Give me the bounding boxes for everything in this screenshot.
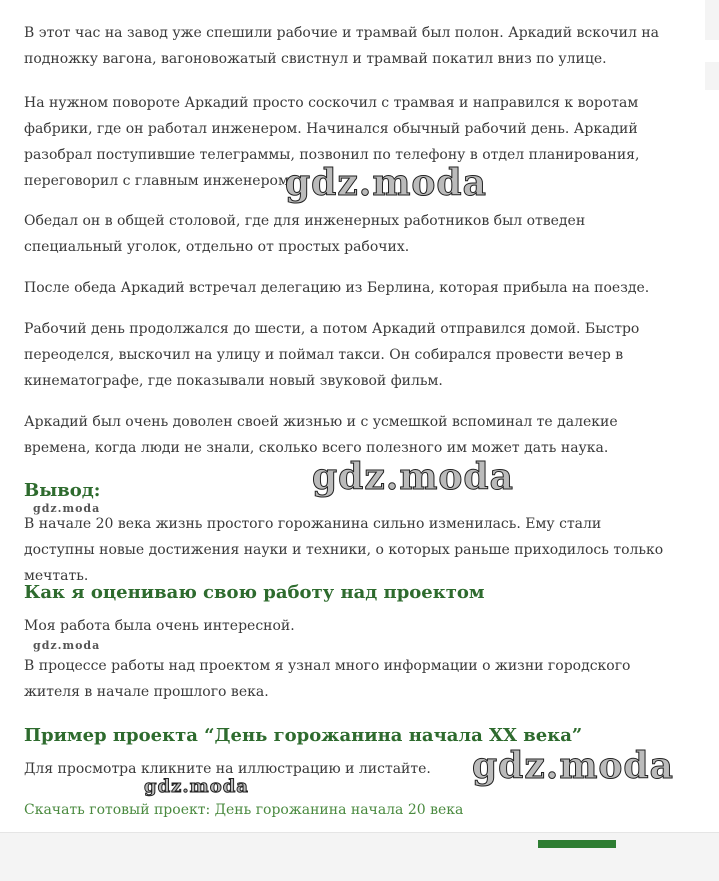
paragraph-delegation: После обеда Аркадий встречал делегацию из Берлина, которая прибыла на поезде. <box>24 280 650 296</box>
watermark-logo: gdz.moda <box>472 745 674 787</box>
evaluation-text-2: В процессе работы над проектом я узнал много информации о жизни городского жителя в начале прошлого века. <box>24 658 631 700</box>
banner-button[interactable] <box>538 840 616 848</box>
paragraph-morning: В этот час на завод уже спешили рабочие и трамвай был полон. Аркадий вскочил на подножку вагона, вагоновожатый свистнул и трамвай покатил вниз по улице. <box>24 25 660 67</box>
watermark-logo: gdz.moda <box>33 502 101 515</box>
paragraph-evening: Рабочий день продолжался до шести, а потом Аркадий отправился домой. Быстро переоделся, выскочил на улицу и поймал такси. Он собирался провести вечер в кинематографе, где показывали новый звуковой фильм. <box>24 321 640 389</box>
paragraph-factory: На нужном повороте Аркадий просто соскочил с трамвая и направился к воротам фабрики, где он работал инженером. Начинался обычный рабочий день. Аркадий разобрал поступившие телеграммы, позвонил по телефону в отдел планирования, переговорил с главным инженером. <box>24 95 640 189</box>
conclusion-text: В начале 20 века жизнь простого горожанина сильно изменилась. Ему стали доступны новые достижения науки и техники, о которых раньше приходилось только мечтать. <box>24 516 664 584</box>
conclusion-heading: Вывод: <box>24 480 101 501</box>
watermark-logo: gdz.moda <box>144 776 249 797</box>
paragraph-reflection: Аркадий был очень доволен своей жизнью и с усмешкой вспоминал те далекие времена, когда люди не знали, сколько всего полезного им может дать наука. <box>24 414 618 456</box>
paragraph-lunch: Обедал он в общей столовой, где для инженерных работников был отведен специальный уголок, отдельно от простых рабочих. <box>24 213 586 255</box>
watermark-logo: gdz.moda <box>285 162 487 204</box>
download-project-link[interactable]: Скачать готовый проект: День горожанина начала 20 века <box>24 802 464 818</box>
evaluation-text-1: Моя работа была очень интересной. <box>24 618 295 634</box>
sidebar-fragment <box>705 0 719 40</box>
example-heading: Пример проекта “День горожанина начала XX века” <box>24 725 583 746</box>
example-text: Для просмотра кликните на иллюстрацию и листайте. <box>24 761 431 777</box>
watermark-logo: gdz.moda <box>33 639 101 652</box>
watermark-logo: gdz.moda <box>312 456 514 498</box>
sidebar-fragment <box>705 62 719 90</box>
evaluation-heading: Как я оцениваю свою работу над проектом <box>24 582 485 603</box>
